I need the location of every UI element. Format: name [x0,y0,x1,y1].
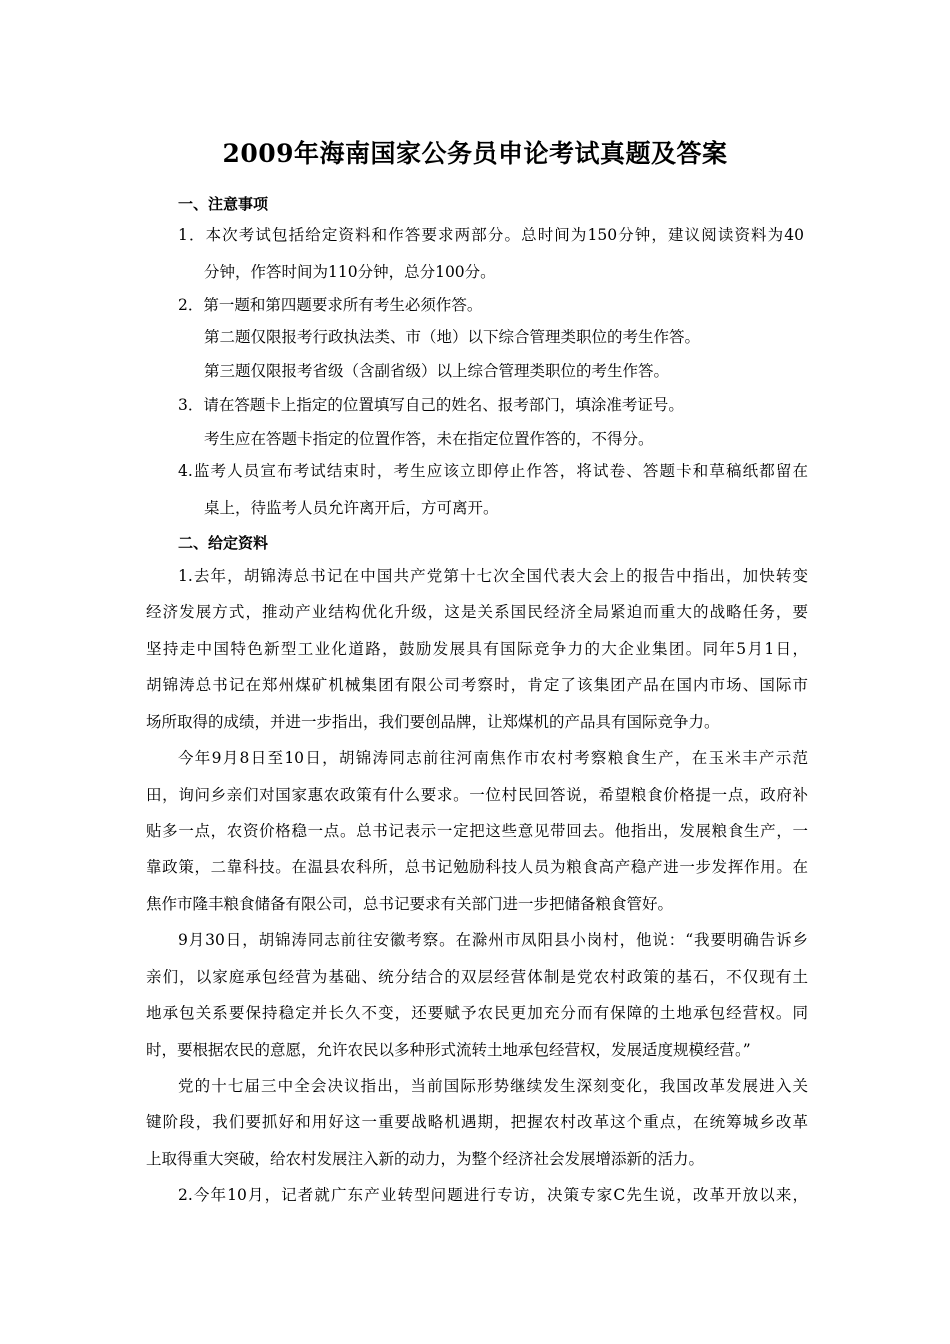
material-line: 党的十七届三中全会决议指出，当前国际形势继续发生深刻变化，我国改革发展进入关 [178,1077,808,1095]
material-line: 田，询问乡亲们对国家惠农政策有什么要求。一位村民回答说，希望粮食价格提一点，政府补 [146,786,808,804]
material-line: 时，要根据农民的意愿，允许农民以多种形式流转土地承包经营权，发展适度规模经营。” [146,1041,751,1059]
material-line: 焦作市隆丰粮食储备有限公司，总书记要求有关部门进一步把储备粮食管好。 [146,895,674,913]
material-line: 坚持走中国特色新型工业化道路，鼓励发展具有国际竞争力的大企业集团。同年5月1日， [146,640,808,658]
notes-line: 第三题仅限报考省级（含副省级）以上综合管理类职位的考生作答。 [204,362,670,380]
material-line: 靠政策，二靠科技。在温县农科所，总书记勉励科技人员为粮食高产稳产进一步发挥作用。在 [146,858,808,876]
material-line: 9月30日，胡锦涛同志前往安徽考察。在滁州市凤阳县小岗村，他说：“我要明确告诉乡 [178,931,808,949]
notes-line: 第二题仅限报考行政执法类、市（地）以下综合管理类职位的考生作答。 [204,328,701,346]
document-title: 2009年海南国家公务员申论考试真题及答案 [222,139,728,168]
material-line: 亲们，以家庭承包经营为基础、统分结合的双层经营体制是党农村政策的基石，不仅现有土 [146,968,808,986]
notes-line: 考生应在答题卡指定的位置作答，未在指定位置作答的，不得分。 [204,430,654,448]
material-line: 今年9月8日至10日，胡锦涛同志前往河南焦作市农村考察粮食生产，在玉米丰产示范 [178,749,808,767]
notes-line: 分钟，作答时间为110分钟，总分100分。 [204,263,496,281]
material-line: 场所取得的成绩，并进一步指出，我们要创品牌，让郑煤机的产品具有国际竞争力。 [146,713,720,731]
section-heading-materials: 二、给定资料 [178,534,269,552]
notes-line: 2．第一题和第四题要求所有考生必须作答。 [178,296,483,314]
material-line: 2.今年10月，记者就广东产业转型问题进行专访，决策专家C先生说，改革开放以来， [178,1186,808,1204]
notes-line: 3．请在答题卡上指定的位置填写自己的姓名、报考部门，填涂准考证号。 [178,396,684,414]
material-line: 胡锦涛总书记在郑州煤矿机械集团有限公司考察时，肯定了该集团产品在国内市场、国际市 [146,676,808,694]
section-heading-notes: 一、注意事项 [178,195,269,213]
material-line: 地承包关系要保持稳定并长久不变，还要赋予农民更加充分而有保障的土地承包经营权。同 [146,1004,808,1022]
material-line: 键阶段，我们要抓好和用好这一重要战略机遇期，把握农村改革这个重点，在统筹城乡改革 [146,1113,808,1131]
notes-line: 桌上，待监考人员允许离开后，方可离开。 [204,499,499,517]
notes-line: 4.监考人员宣布考试结束时，考生应该立即停止作答，将试卷、答题卡和草稿纸都留在 [178,462,808,480]
material-line: 贴多一点，农资价格稳一点。总书记表示一定把这些意见带回去。他指出，发展粮食生产，一 [146,822,808,840]
material-line: 1.去年，胡锦涛总书记在中国共产党第十七次全国代表大会上的报告中指出，加快转变 [178,567,808,585]
material-line: 经济发展方式，推动产业结构优化升级，这是关系国民经济全局紧迫而重大的战略任务，要 [146,603,808,621]
material-line: 上取得重大突破，给农村发展注入新的动力，为整个经济社会发展增添新的活力。 [146,1150,705,1168]
notes-line: 1．本次考试包括给定资料和作答要求两部分。总时间为150分钟，建议阅读资料为40 [178,226,804,244]
